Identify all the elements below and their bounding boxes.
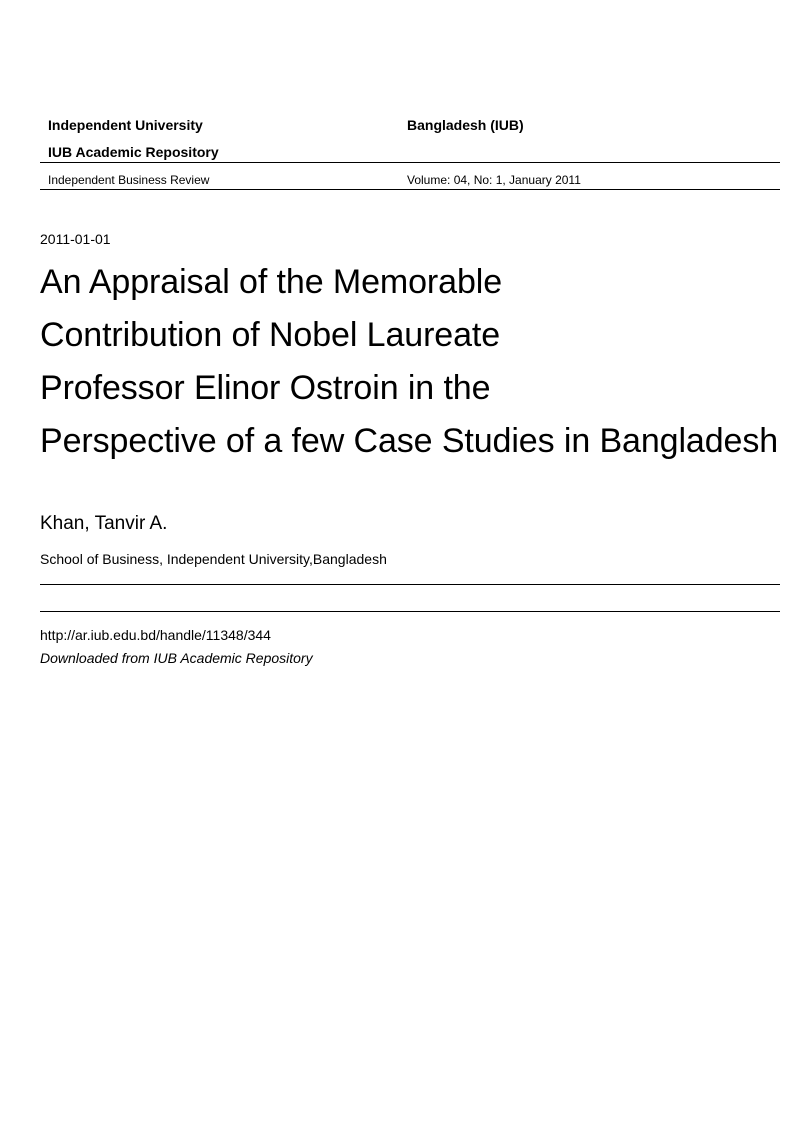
download-note: Downloaded from IUB Academic Repository [40,650,313,666]
institution-name: Independent University [48,117,203,133]
publication-date: 2011-01-01 [40,231,111,247]
institution-country: Bangladesh (IUB) [407,117,524,133]
header-divider-top [40,162,780,163]
header-divider-bottom [40,189,780,190]
title-line: Professor Elinor Ostroin in the [40,369,491,407]
author-affiliation: School of Business, Independent University,Bangladesh [40,551,387,567]
section-divider-bottom [40,611,780,612]
journal-issue: Volume: 04, No: 1, January 2011 [407,173,581,187]
handle-link[interactable]: http://ar.iub.edu.bd/handle/11348/344 [40,627,271,643]
title-line: Contribution of Nobel Laureate [40,316,501,354]
repository-name: IUB Academic Repository [48,144,219,160]
title-line: An Appraisal of the Memorable [40,263,503,301]
journal-name: Independent Business Review [48,173,210,187]
title-line: Perspective of a few Case Studies in Bangladesh [40,422,779,460]
author-name: Khan, Tanvir A. [40,513,168,534]
section-divider-top [40,584,780,585]
